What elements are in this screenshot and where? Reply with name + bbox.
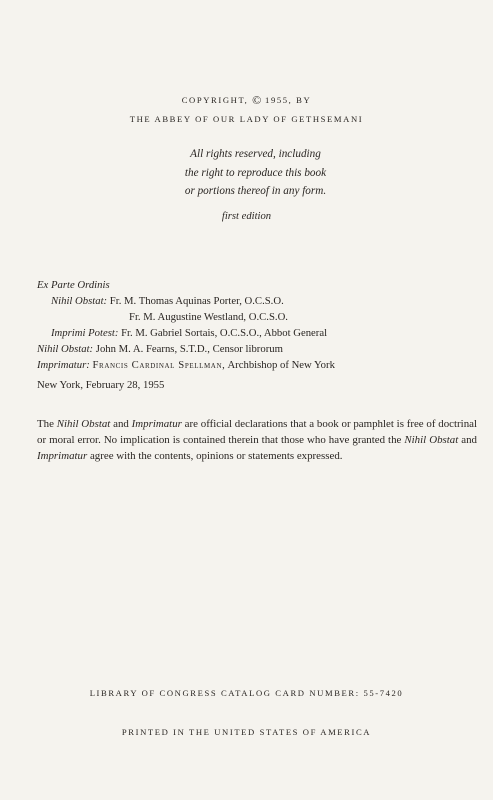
note-text: and [458,434,477,446]
note-term: Imprimatur [131,418,182,430]
note-term: Nihil Obstat [56,418,111,430]
nihil-obstat-name: Fr. M. Augustine Westland, O.C.S.O. [129,311,288,323]
imprimatur-row [37,357,335,373]
censor-name: John M. A. Fearns, S.T.D., Censor librorum [95,343,283,355]
ex-parte-label: Ex Parte Ordinis [37,279,110,291]
rights-statement [0,145,493,201]
rights-line: the right to reproduce this book [184,166,327,179]
place-date-row [37,377,335,393]
note-term: Nihil Obstat [404,434,459,446]
imprimatur-label: Imprimatur: [37,359,90,371]
rights-line: or portions thereof in any form. [184,185,327,197]
edition-label: first edition [221,211,272,222]
note-text: and [110,418,132,430]
nihil-obstat-row [37,293,335,309]
note-text: The [37,418,57,430]
imprimi-potest-name: Fr. M. Gabriel Sortais, O.C.S.O., Abbot General [121,327,328,339]
note-term: Imprimatur [37,450,88,462]
approval-note [37,416,477,464]
nihil-obstat-label: Nihil Obstat: [37,343,94,355]
nihil-obstat-censor-row [37,341,335,357]
nihil-obstat-name: Fr. M. Thomas Aquinas Porter, O.C.S.O. [109,295,284,307]
imprimi-potest-row [37,325,335,341]
nihil-obstat-label: Nihil Obstat: [51,295,108,307]
copyright-line [0,93,493,108]
imprimatur-name: Francis Cardinal Spellman, [92,359,226,371]
imprimi-potest-label: Imprimi Potest: [51,327,119,339]
copyright-suffix: 1955, BY [265,95,312,105]
ex-parte-row [37,277,335,293]
imprimatur-title: Archbishop of New York [227,359,335,371]
place-date: New York, February 28, 1955 [37,379,165,391]
printed-in-line: PRINTED IN THE UNITED STATES OF AMERICA [121,727,372,737]
nihil-obstat-row-continued [37,309,335,325]
publisher-line: THE ABBEY OF OUR LADY OF GETHSEMANI [129,114,364,124]
note-text: are official declarations that a book or pamphlet is free of doctrinal or moral error. No implication is contained therein that those who have granted the [37,418,477,446]
copyright-prefix: COPYRIGHT, [181,95,249,105]
ecclesiastical-approvals [37,277,335,393]
note-text: agree with the contents, opinions or statements expressed. [87,450,343,462]
catalog-card-number: LIBRARY OF CONGRESS CATALOG CARD NUMBER: 55-7420 [89,688,404,698]
copyright-symbol: © [252,93,262,107]
rights-line: All rights reserved, including [190,148,321,160]
